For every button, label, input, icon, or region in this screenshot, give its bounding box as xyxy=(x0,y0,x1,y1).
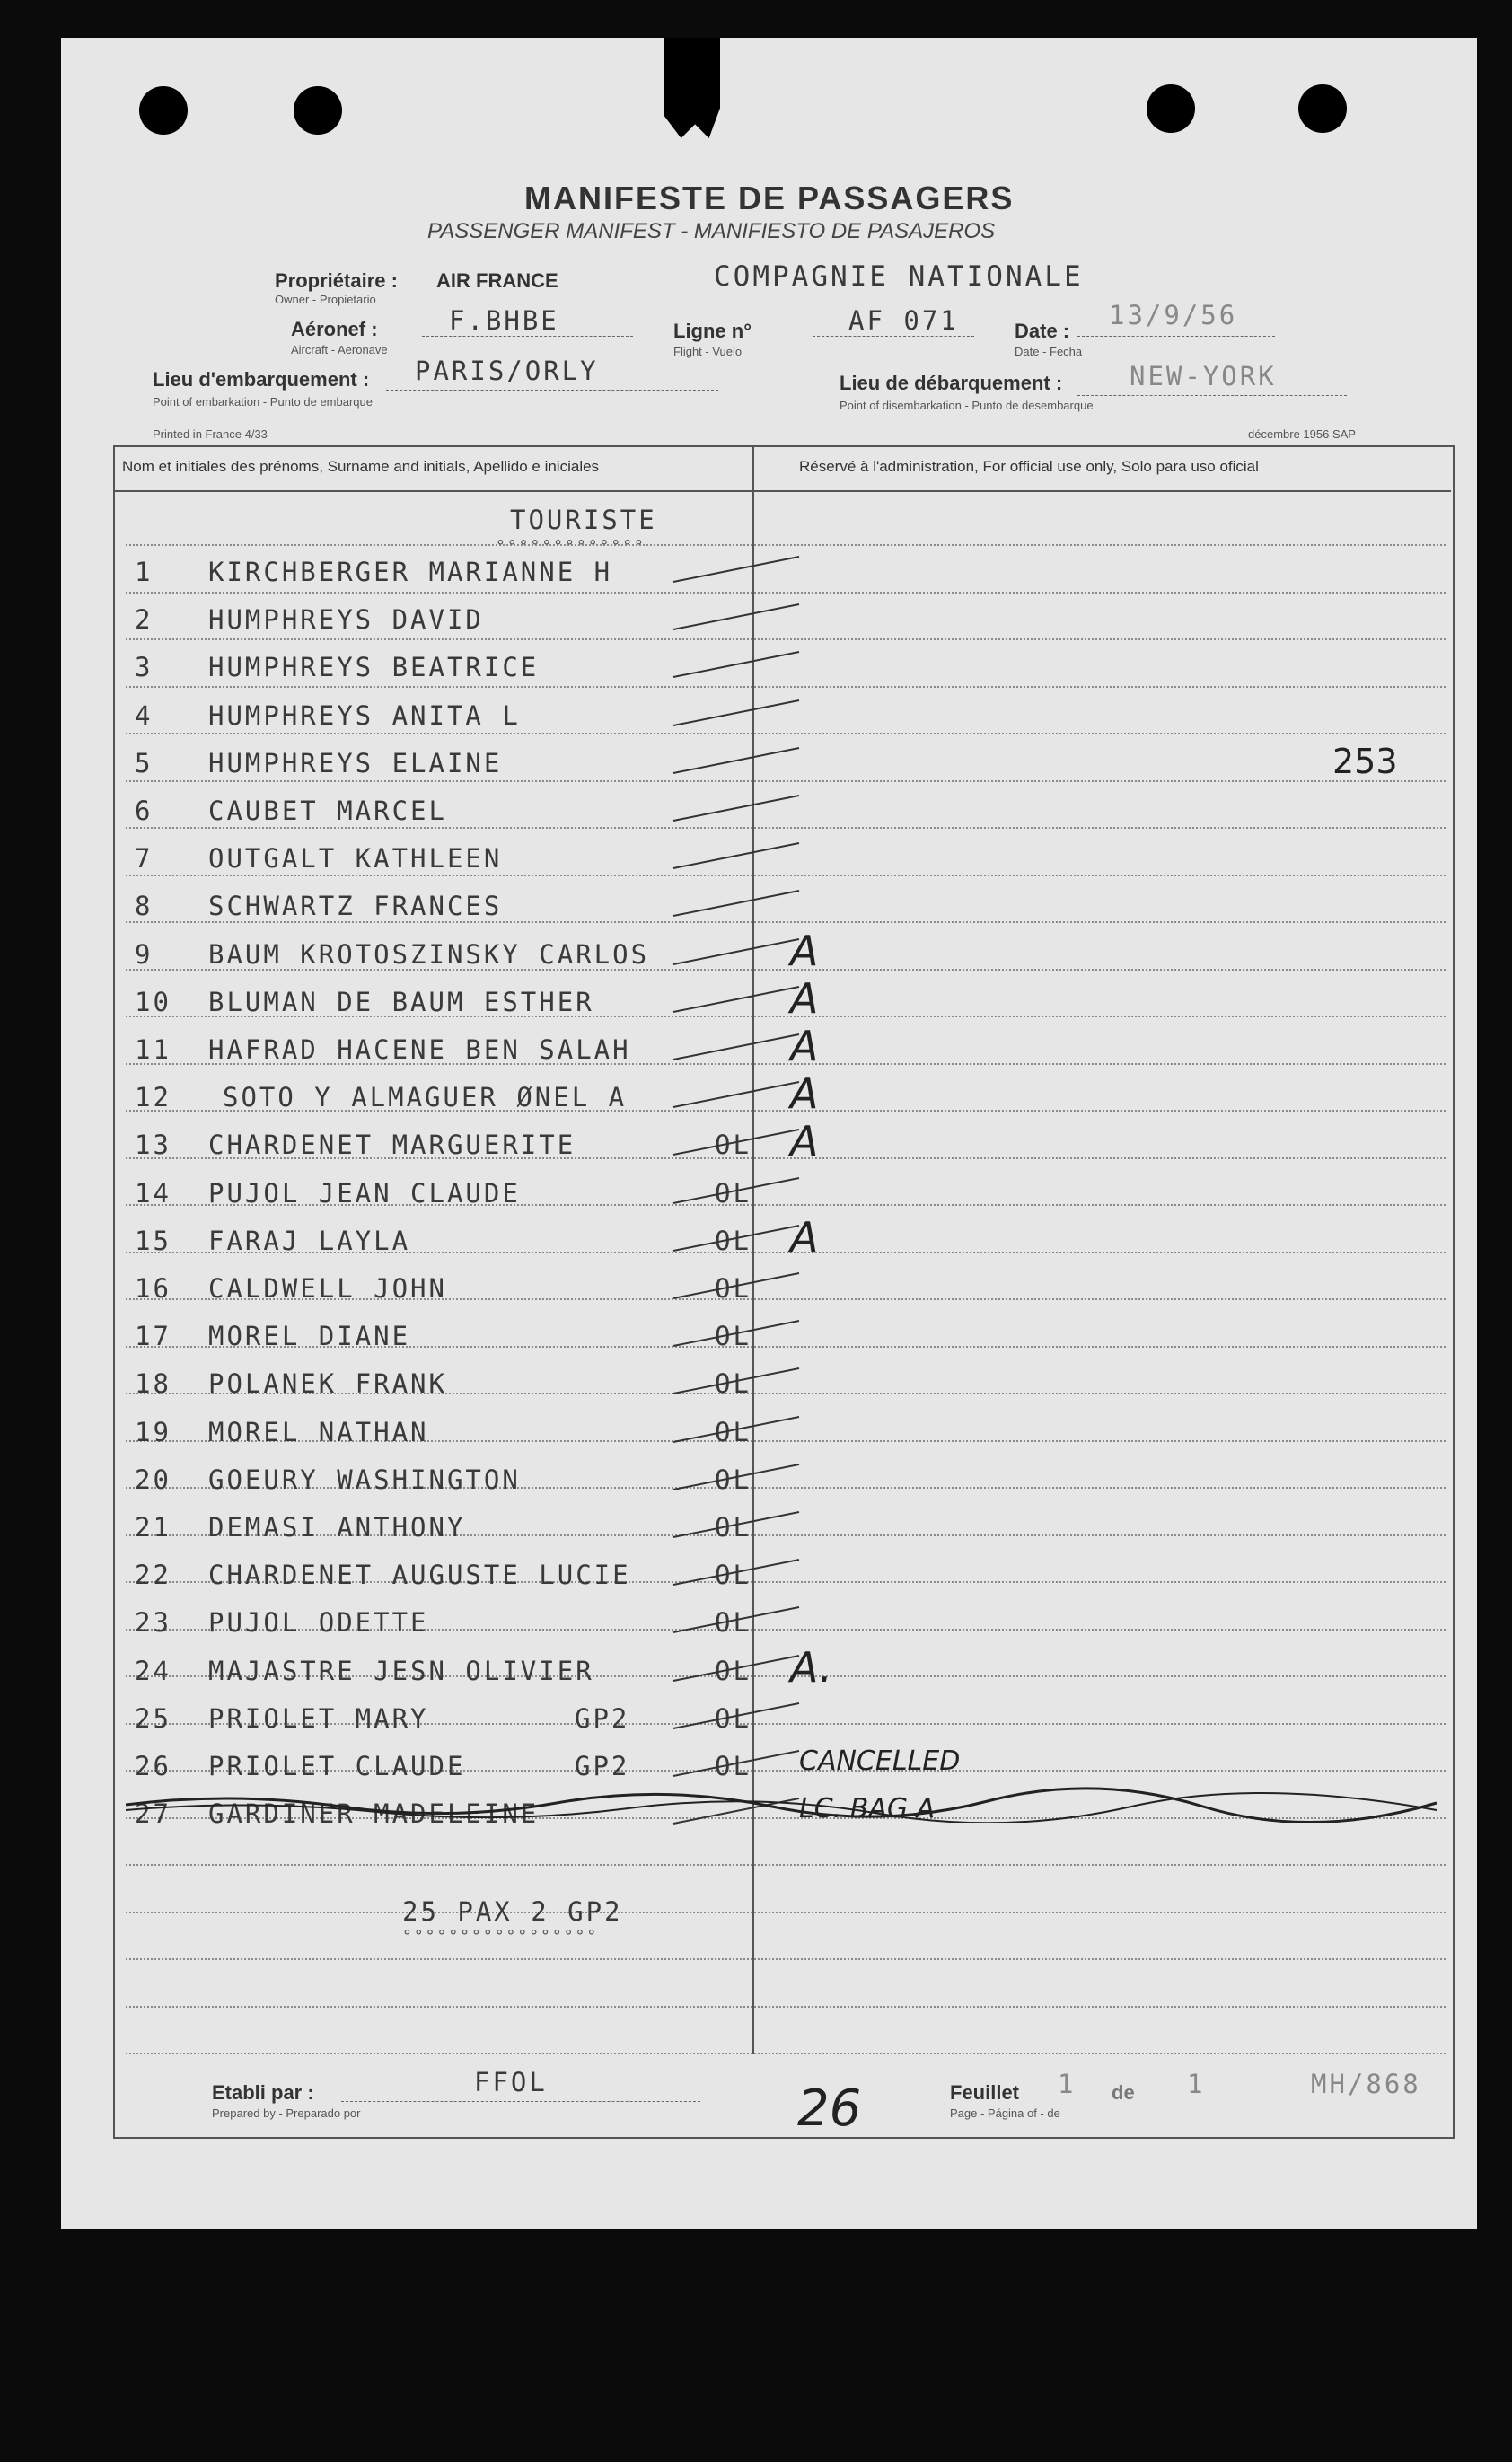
class-label: TOURISTE xyxy=(510,505,657,535)
status-code: OL xyxy=(715,1512,752,1543)
row-number: 20 xyxy=(135,1464,171,1495)
passenger-name: HAFRAD HACENE BEN SALAH xyxy=(208,1034,631,1065)
prepared-value: FFOL xyxy=(474,2067,548,2097)
group-code: GP2 xyxy=(575,1702,630,1734)
row-number: 2 xyxy=(135,604,154,636)
aircraft-label: Aéronef : xyxy=(291,318,378,340)
row-number: 14 xyxy=(135,1177,171,1209)
check-mark xyxy=(664,1507,808,1543)
status-code: OL xyxy=(715,1416,752,1447)
class-dots: °°°°°°°°°°°°° xyxy=(496,537,646,556)
punch-hole xyxy=(139,86,188,135)
check-mark xyxy=(664,743,808,778)
punch-hole xyxy=(1147,84,1195,133)
passenger-name: PRIOLET MARY xyxy=(208,1702,429,1734)
disembark-value: NEW-YORK xyxy=(1130,361,1277,391)
passenger-name: PUJOL JEAN CLAUDE xyxy=(208,1177,521,1209)
status-code: OL xyxy=(715,1368,752,1400)
check-mark xyxy=(664,1363,808,1399)
disembark-sub: Point of disembarkation - Punto de desembarque xyxy=(840,399,1094,412)
check-mark xyxy=(664,790,808,826)
status-code: OL xyxy=(715,1130,752,1161)
header-rule xyxy=(115,490,1451,493)
row-number: 27 xyxy=(135,1798,171,1830)
summary-dots: °°°°°°°°°°°°°°°°° xyxy=(402,1927,599,1946)
check-mark xyxy=(664,1173,808,1209)
status-code: OL xyxy=(715,1560,752,1591)
row-rule xyxy=(126,827,1446,830)
status-code: OL xyxy=(715,1751,752,1781)
row-rule xyxy=(126,592,1446,594)
passenger-name: BAUM KROTOSZINSKY CARLOS xyxy=(208,938,650,970)
row-number: 8 xyxy=(135,891,154,922)
row-number: 18 xyxy=(135,1368,171,1400)
group-code: GP2 xyxy=(575,1751,630,1781)
row-number: 22 xyxy=(135,1560,171,1591)
column-header-names: Nom et initiales des prénoms, Surname and initials, Apellido e iniciales xyxy=(122,458,600,475)
row-rule xyxy=(126,544,1446,547)
passenger-name: PUJOL ODETTE xyxy=(208,1607,429,1639)
passenger-name: SCHWARTZ FRANCES xyxy=(208,891,503,922)
row-number: 11 xyxy=(135,1034,171,1065)
row-number: 16 xyxy=(135,1273,171,1304)
check-mark xyxy=(664,646,808,682)
check-mark xyxy=(664,1124,808,1160)
flight-sub: Flight - Vuelo xyxy=(673,345,743,358)
passenger-name: BLUMAN DE BAUM ESTHER xyxy=(208,986,594,1017)
row-rule xyxy=(126,921,1446,924)
side-number: 253 xyxy=(1332,742,1398,781)
passenger-name: CALDWELL JOHN xyxy=(208,1273,447,1304)
row-number: 13 xyxy=(135,1130,171,1161)
disembark-label: Lieu de débarquement : xyxy=(840,372,1063,394)
check-mark xyxy=(664,1029,808,1065)
row-number: 19 xyxy=(135,1416,171,1447)
form-reference: MH/868 xyxy=(1311,2069,1421,2099)
row-number: 17 xyxy=(135,1321,171,1352)
row-rule xyxy=(126,1912,1446,1914)
passenger-name: OUTGALT KATHLEEN xyxy=(208,843,503,875)
row-number: 6 xyxy=(135,796,154,826)
passenger-name: MOREL DIANE xyxy=(208,1321,411,1352)
admin-mark: A xyxy=(790,1117,819,1166)
date-value: 13/9/56 xyxy=(1109,300,1238,330)
check-mark xyxy=(664,981,808,1017)
row-rule xyxy=(126,1864,1446,1867)
check-mark xyxy=(664,1268,808,1304)
status-code: OL xyxy=(715,1655,752,1686)
passenger-name: GARDINER MADELEINE xyxy=(208,1798,540,1830)
embark-value: PARIS/ORLY xyxy=(415,356,599,386)
aircraft-underline xyxy=(422,336,633,337)
check-mark xyxy=(664,934,808,970)
row-number: 1 xyxy=(135,557,154,587)
check-mark xyxy=(664,885,808,921)
passenger-name: CAUBET MARCEL xyxy=(208,796,447,826)
date-label: Date : xyxy=(1015,320,1070,342)
check-mark xyxy=(664,1315,808,1351)
admin-mark: A xyxy=(790,973,819,1023)
passenger-name: FARAJ LAYLA xyxy=(208,1225,411,1256)
row-rule xyxy=(126,875,1446,877)
passenger-name: MOREL NATHAN xyxy=(208,1416,429,1447)
punch-hole xyxy=(294,86,342,135)
row-number: 3 xyxy=(135,652,154,683)
status-code: OL xyxy=(715,1607,752,1639)
passenger-name: HUMPHREYS DAVID xyxy=(208,604,484,636)
sheet-of: de xyxy=(1112,2081,1135,2104)
passenger-name: MAJASTRE JESN OLIVIER xyxy=(208,1655,594,1686)
row-number: 9 xyxy=(135,938,154,970)
sheet-sub: Page - Página of - de xyxy=(950,2106,1060,2120)
embark-sub: Point of embarkation - Punto de embarque xyxy=(153,395,373,409)
check-mark xyxy=(664,1220,808,1256)
row-rule xyxy=(126,780,1446,783)
summary-line: 25 PAX 2 GP2 xyxy=(402,1896,623,1927)
check-mark xyxy=(664,1411,808,1447)
row-rule xyxy=(126,733,1446,735)
aircraft-sub: Aircraft - Aeronave xyxy=(291,343,388,356)
check-mark xyxy=(664,1698,808,1734)
cancellation-strike xyxy=(126,1787,1446,1823)
punch-hole xyxy=(1298,84,1347,133)
check-mark xyxy=(664,1650,808,1686)
date-sub: Date - Fecha xyxy=(1015,345,1083,358)
status-code: OL xyxy=(715,1321,752,1352)
admin-mark: CANCELLED xyxy=(799,1745,961,1777)
status-code: OL xyxy=(715,1464,752,1495)
status-code: OL xyxy=(715,1225,752,1256)
status-code: OL xyxy=(715,1702,752,1734)
row-rule xyxy=(126,2006,1446,2009)
embark-label: Lieu d'embarquement : xyxy=(153,368,370,391)
admin-mark: LC. BAG A xyxy=(799,1793,936,1825)
handwritten-count: 26 xyxy=(797,2080,862,2138)
prepared-sub: Prepared by - Preparado por xyxy=(212,2106,361,2120)
row-rule xyxy=(126,1958,1446,1961)
flight-underline xyxy=(813,336,974,337)
passenger-name: SOTO Y ALMAGUER ØNEL A xyxy=(223,1082,628,1113)
passenger-name: KIRCHBERGER MARIANNE H xyxy=(208,557,613,587)
check-mark xyxy=(664,1077,808,1112)
aircraft-value: F.BHBE xyxy=(449,305,559,336)
passenger-name: DEMASI ANTHONY xyxy=(208,1512,466,1543)
passenger-name: HUMPHREYS BEATRICE xyxy=(208,652,540,683)
embark-underline xyxy=(386,390,718,391)
row-number: 23 xyxy=(135,1607,171,1639)
passenger-name: PRIOLET CLAUDE xyxy=(208,1751,466,1781)
passenger-name: HUMPHREYS ANITA L xyxy=(208,699,521,731)
status-code: OL xyxy=(715,1273,752,1304)
row-number: 12 xyxy=(135,1082,171,1113)
row-number: 5 xyxy=(135,747,154,778)
printed-note: Printed in France 4/33 xyxy=(153,427,268,441)
row-rule xyxy=(126,686,1446,689)
status-code: OL xyxy=(715,1177,752,1209)
check-mark xyxy=(664,1554,808,1590)
row-number: 25 xyxy=(135,1702,171,1734)
check-mark xyxy=(664,1602,808,1638)
sheet-number: 1 xyxy=(1058,2069,1077,2099)
owner-label: Propriétaire : xyxy=(275,269,398,292)
page-subtitle: PASSENGER MANIFEST - MANIFIESTO DE PASAJEROS xyxy=(427,219,996,243)
flight-label: Ligne n° xyxy=(673,320,752,342)
column-header-admin: Réservé à l'administration, For official use only, Solo para uso oficial xyxy=(799,458,1259,475)
prepared-label: Etabli par : xyxy=(212,2081,314,2104)
sheet-total: 1 xyxy=(1187,2069,1206,2099)
company-name: COMPAGNIE NATIONALE xyxy=(714,260,1084,293)
check-mark xyxy=(664,695,808,731)
row-rule xyxy=(126,638,1446,641)
prepared-underline xyxy=(341,2101,700,2102)
check-mark xyxy=(664,599,808,635)
admin-mark: A. xyxy=(790,1642,832,1692)
check-mark xyxy=(664,1745,808,1781)
row-number: 24 xyxy=(135,1655,171,1686)
passenger-name: CHARDENET MARGUERITE xyxy=(208,1130,576,1161)
torn-paper-edge xyxy=(664,38,720,138)
row-number: 26 xyxy=(135,1751,171,1781)
passenger-name: POLANEK FRANK xyxy=(208,1368,447,1400)
flight-value: AF 071 xyxy=(848,305,959,336)
admin-mark: A xyxy=(790,1212,819,1262)
row-number: 4 xyxy=(135,699,154,731)
check-mark xyxy=(664,838,808,874)
row-number: 21 xyxy=(135,1512,171,1543)
admin-mark: A xyxy=(790,1069,819,1119)
admin-mark: A xyxy=(790,926,819,975)
page-title: MANIFESTE DE PASSAGERS xyxy=(524,180,1015,216)
check-mark xyxy=(664,551,808,587)
passenger-name: CHARDENET AUGUSTE LUCIE xyxy=(208,1560,631,1591)
owner-value: AIR FRANCE xyxy=(436,269,558,292)
passenger-name: GOEURY WASHINGTON xyxy=(208,1464,521,1495)
date-underline xyxy=(1077,336,1275,337)
row-number: 10 xyxy=(135,986,171,1017)
row-number: 15 xyxy=(135,1225,171,1256)
sheet-label: Feuillet xyxy=(950,2081,1020,2104)
passenger-name: HUMPHREYS ELAINE xyxy=(208,747,503,778)
check-mark xyxy=(664,1459,808,1495)
admin-mark: A xyxy=(790,1022,819,1070)
row-number: 7 xyxy=(135,843,154,875)
owner-sub: Owner - Propietario xyxy=(275,293,376,306)
decree-note: décembre 1956 SAP xyxy=(1248,427,1356,441)
disembark-underline xyxy=(1077,395,1347,396)
row-rule xyxy=(126,2053,1446,2055)
